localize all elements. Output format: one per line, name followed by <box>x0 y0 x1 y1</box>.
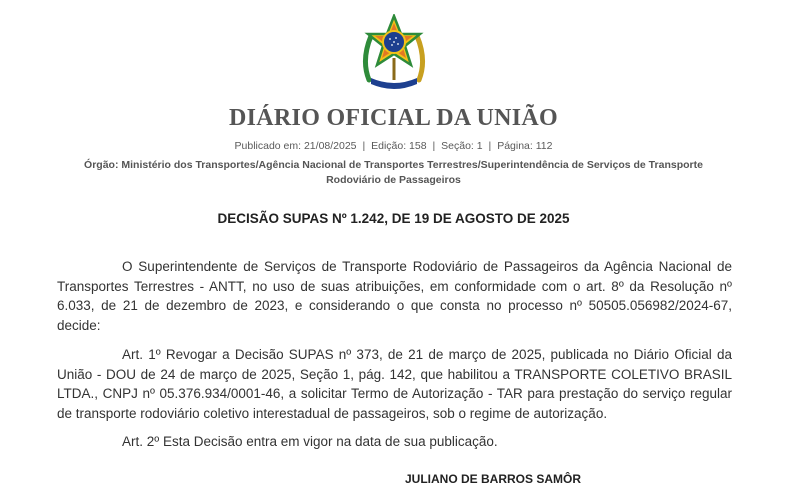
publication-info <box>0 139 787 153</box>
signatory-name: JULIANO DE BARROS SAMÔR <box>405 472 582 486</box>
issuing-body <box>60 158 727 188</box>
decision-title: DECISÃO SUPAS Nº 1.242, DE 19 DE AGOSTO DE 2025 <box>217 211 570 226</box>
separator: | <box>362 140 366 152</box>
issuing-body-value: Ministério dos Transportes/Agência Nacional de Transportes Terrestres/Superintendência de Serviços de Transporte Rodoviário de Passageiros <box>121 159 703 186</box>
article-2-paragraph: Art. 2º Esta Decisão entra em vigor na data de sua publicação. <box>122 434 498 449</box>
newspaper-title: DIÁRIO OFICIAL DA UNIÃO <box>229 105 558 131</box>
preamble-paragraph: O Superintendente de Serviços de Transporte Rodoviário de Passageiros da Agência Nacional de Transportes Terrestres - ANTT, no uso de suas atribuições, em conformidade com o art. 8º da Resolução nº 6.033, de 21 de dezembro de 2023, e considerando o que consta no processo nº 50505.056982/2024-67, decide: <box>57 259 732 333</box>
separator: | <box>488 140 492 152</box>
article-1-paragraph: Art. 1º Revogar a Decisão SUPAS nº 373, de 21 de março de 2025, publicada no Diário Oficial da União - DOU de 24 de março de 2025, Seção 1, pág. 142, que habilitou a TRANSPORTE COLETIVO BRASIL LTDA., CNPJ nº 05.376.934/0001-46, a solicitar Termo de Autorização - TAR para prestação do serviço regular de transporte rodoviário coletivo interestadual de passageiros, sob o regime de autorização. <box>57 347 732 421</box>
issuing-body-label: Órgão: <box>84 159 119 171</box>
edition-number: Edição: 158 <box>371 140 427 152</box>
separator: | <box>432 140 436 152</box>
published-date: Publicado em: 21/08/2025 <box>234 140 357 152</box>
section-number: Seção: 1 <box>441 140 483 152</box>
page-number: Página: 112 <box>497 140 553 152</box>
coat-of-arms-seal <box>359 14 429 92</box>
